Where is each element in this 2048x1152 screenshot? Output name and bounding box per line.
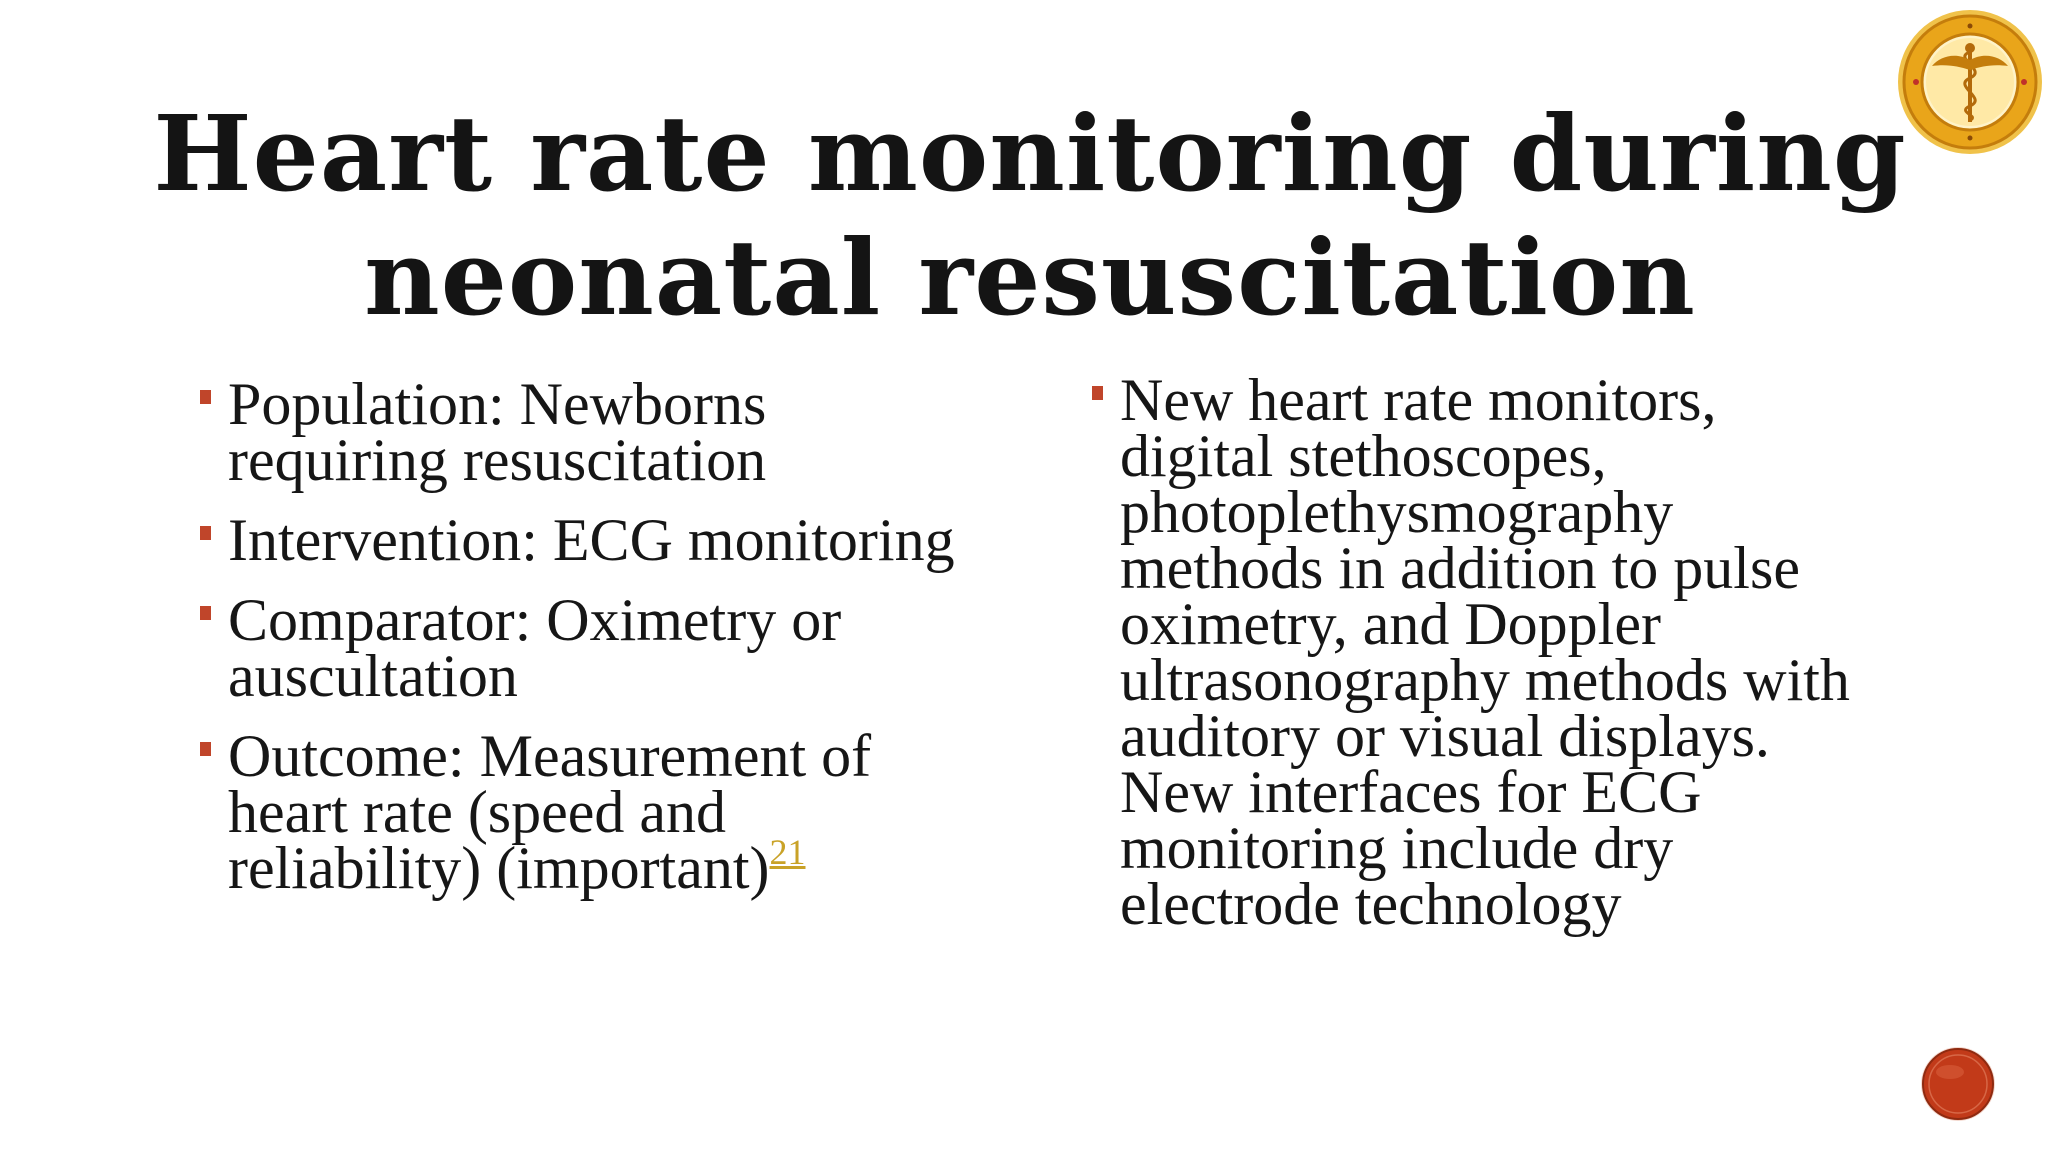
- bullet-square-icon: [200, 606, 211, 620]
- bullet-square-icon: [1092, 386, 1103, 400]
- bullet-square-icon: [200, 742, 211, 756]
- slide-title: [120, 92, 1940, 340]
- bullet-square-icon: [200, 390, 211, 404]
- bullet-text-population: Population: Newborns requiring resuscitation: [228, 371, 767, 493]
- list-item: [198, 587, 958, 709]
- bullet-text-comparator: Comparator: Oximetry or auscultation: [228, 587, 842, 709]
- list-item: [198, 371, 958, 493]
- list-item: [1090, 367, 1860, 937]
- reference-link[interactable]: 21: [769, 832, 806, 872]
- list-item: [198, 723, 958, 901]
- list-item: [198, 507, 958, 573]
- slide-title-line-1: Heart rate monitoring during: [153, 92, 1907, 215]
- bullet-square-icon: [200, 526, 211, 540]
- institute-emblem-icon: [1896, 8, 2044, 156]
- bullet-text-new-monitors: New heart rate monitors, digital stethoscopes, photoplethysmography methods in addition to pulse oximetry, and Doppler ultrasonography methods with auditory or visual displays. New interfaces for ECG monitoring include dry electrode technology: [1120, 367, 1850, 937]
- bullet-text-intervention: Intervention: ECG monitoring: [228, 507, 955, 573]
- bullet-text-outcome: Outcome: Measurement of heart rate (speed and reliability) (important): [228, 723, 872, 901]
- next-slide-button[interactable]: [1920, 1046, 1996, 1122]
- left-bullet-list: [198, 371, 958, 920]
- slide-title-line-2: neonatal resuscitation: [364, 216, 1696, 339]
- right-bullet-list: [1090, 367, 1860, 937]
